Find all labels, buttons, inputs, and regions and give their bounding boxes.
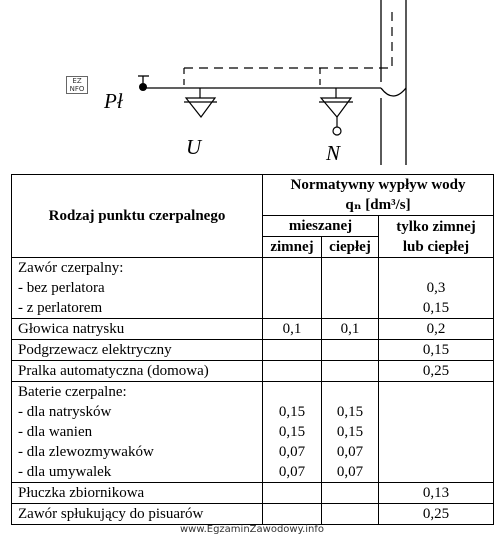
only-cell [379, 340, 494, 361]
cell-line [263, 504, 321, 524]
hot-cell [322, 382, 379, 483]
cell-line [322, 298, 378, 318]
cell-line [379, 462, 493, 482]
cold-cell [263, 483, 322, 504]
only-cell [379, 382, 494, 483]
cell-line [322, 361, 378, 381]
label-pl: Pł [104, 89, 123, 113]
cell-line: 0,15 [336, 424, 364, 440]
cell-line: - dla wanien [18, 424, 93, 440]
cell-line: 0,3 [426, 280, 446, 296]
cell-line: 0,1 [340, 321, 360, 337]
hot-cell [322, 258, 379, 319]
cell-line [379, 258, 493, 278]
name-cell [12, 319, 263, 340]
cell-line [322, 504, 378, 524]
cell-line [322, 340, 378, 360]
small-info-icon: EZ NFO [66, 76, 88, 94]
hot-cell [322, 340, 379, 361]
cell-line [263, 382, 321, 402]
fixture-n-bowl [321, 98, 351, 117]
cell-line: 0,07 [336, 444, 364, 460]
cell-line [263, 298, 321, 318]
cell-line: Baterie czerpalne: [18, 384, 127, 400]
label-u: U [186, 135, 202, 159]
cell-line: Płuczka zbiornikowa [18, 485, 145, 501]
name-cell [12, 382, 263, 483]
name-cell [12, 258, 263, 319]
cell-line [263, 278, 321, 298]
watermark: www.EgzaminZawodowy.info [179, 524, 325, 535]
cold-cell [263, 361, 322, 382]
cell-line [379, 422, 493, 442]
cell-line: - dla natrysków [18, 404, 112, 420]
header-only [379, 216, 494, 258]
header-cold: zimnej [263, 237, 322, 258]
cell-line: 0,15 [278, 404, 306, 420]
cold-cell [263, 319, 322, 340]
cell-line: 0,07 [336, 464, 364, 480]
table-row [12, 340, 494, 361]
cell-line [322, 258, 378, 278]
cell-line [263, 258, 321, 278]
cell-line: - dla zlewozmywaków [18, 444, 154, 460]
name-cell [12, 340, 263, 361]
label-n: N [326, 141, 341, 165]
name-cell [12, 361, 263, 382]
cell-line: Głowica natrysku [18, 321, 125, 337]
header-flow [263, 175, 494, 216]
cell-line: Zawór czerpalny: [18, 260, 124, 276]
table-body [12, 258, 494, 525]
table-row [12, 258, 494, 319]
cell-line [379, 442, 493, 462]
cell-line: 0,15 [336, 404, 364, 420]
cell-line [322, 278, 378, 298]
valve-dot [139, 83, 147, 91]
only-cell [379, 319, 494, 340]
cell-line: 0,15 [422, 300, 450, 316]
cell-line: Podgrzewacz elektryczny [18, 342, 172, 358]
hot-cell [322, 319, 379, 340]
table-row [12, 319, 494, 340]
cell-line [379, 402, 493, 422]
header-hot: ciepłej [322, 237, 379, 258]
cell-line: Pralka automatyczna (domowa) [18, 363, 209, 379]
cell-line: - bez perlatora [18, 280, 105, 296]
cell-line: - dla umywalek [18, 464, 112, 480]
cell-line [379, 382, 493, 402]
only-cell [379, 258, 494, 319]
cell-line [263, 483, 321, 503]
cell-line: 0,07 [278, 444, 306, 460]
flow-table [11, 174, 494, 525]
cell-line: 0,1 [282, 321, 302, 337]
table-row [12, 361, 494, 382]
cold-cell [263, 382, 322, 483]
name-cell [12, 483, 263, 504]
header-mixed: mieszanej [263, 216, 379, 237]
cell-line: 0,2 [426, 321, 446, 337]
header-flow-line2: qₙ [dm³/s] [345, 197, 411, 213]
cell-line [263, 361, 321, 381]
pipe-crossing-arc [381, 88, 406, 96]
header-point-type: Rodzaj punktu czerpalnego [12, 175, 263, 258]
cell-line: Zawór spłukujący do pisuarów [18, 506, 204, 522]
cell-line: 0,13 [422, 485, 450, 501]
cell-line: 0,07 [278, 464, 306, 480]
header-only-line2: lub ciepłej [402, 238, 470, 255]
cell-line: 0,15 [278, 424, 306, 440]
table-row [12, 382, 494, 483]
cell-line: 0,25 [422, 506, 450, 522]
table-row [12, 483, 494, 504]
header-flow-line1: Normatywny wypływ wody [290, 177, 466, 193]
fixture-u-bowl [186, 98, 215, 117]
cell-line [263, 340, 321, 360]
fixture-n-ring [333, 127, 341, 135]
hot-cell [322, 504, 379, 525]
cold-cell [263, 340, 322, 361]
cell-line: - z perlatorem [18, 300, 103, 316]
cold-cell [263, 504, 322, 525]
hot-cell [322, 483, 379, 504]
header-only-line1: tylko zimnej [396, 218, 476, 235]
cell-line [322, 382, 378, 402]
cell-line: 0,25 [422, 363, 450, 379]
hot-cell [322, 361, 379, 382]
only-cell [379, 483, 494, 504]
cold-cell [263, 258, 322, 319]
cell-line: 0,15 [422, 342, 450, 358]
name-cell [12, 504, 263, 525]
cell-line [322, 483, 378, 503]
only-cell [379, 361, 494, 382]
only-cell [379, 504, 494, 525]
table-row [12, 504, 494, 525]
